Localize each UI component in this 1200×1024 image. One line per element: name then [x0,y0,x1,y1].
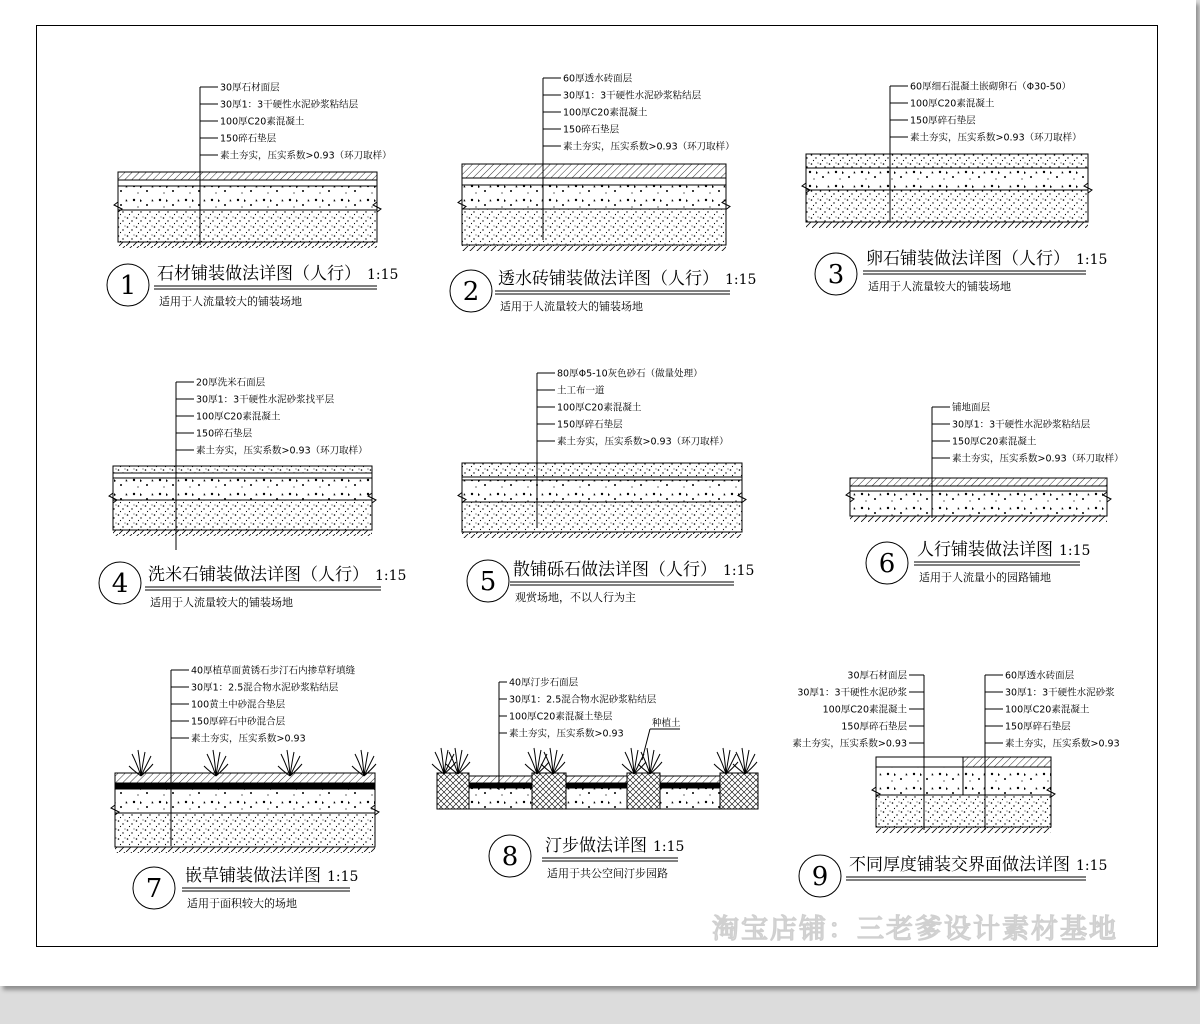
layer-label: 100厚C20素混凝土 [563,107,648,119]
gravel-layer [806,190,1088,222]
detail-number: 3 [827,260,845,290]
watermark-text: 淘宝店铺：三老爹设计素材基地 [712,914,1118,945]
layer-label: 30厚1：3干硬性水泥砂浆 [1005,687,1115,699]
gravel-layer [876,795,1051,827]
layer-label: 100厚C20素混凝土 [1005,704,1090,716]
detail-scale: 1:15 [327,869,359,885]
stepping-stone [469,776,532,783]
layer-label: 素土夯实，压实系数>0.93（环刀取样） [196,445,368,457]
layer-label: 素土夯实，压实系数>0.93（环刀取样） [952,453,1124,465]
layer-label: 100厚C20素混凝土垫层 [509,711,613,723]
layer-label: 30厚1：3干硬性水泥砂浆 [797,687,907,699]
grass-tuft-icon [622,748,646,774]
layer-label: 30厚石材面层 [220,82,280,94]
layer-label: 150碎石垫层 [563,124,620,136]
planting-soil-block [532,773,566,809]
mortar-layer [462,178,726,185]
permeable-brick-layer [462,164,726,178]
layer-label: 150厚碎石垫层 [557,419,623,431]
detail-scale: 1:15 [725,272,757,288]
grass-tuft-icon [278,750,302,776]
compacted-soil-hatch [462,245,726,251]
compacted-soil-hatch [118,242,377,248]
detail-scale: 1:15 [375,568,407,584]
grass-tuft-icon [541,748,565,774]
layer-label: 40厚汀步石面层 [509,677,579,689]
detail-subtitle: 观赏场地，不以人行为主 [515,591,636,604]
mortar-layer [113,473,372,478]
layer-label: 150厚碎石垫层 [910,115,976,127]
concrete-base [469,788,532,809]
layer-label: 80厚Φ5-10灰色砂石（做量处理） [557,368,703,380]
concrete-layer [806,168,1088,190]
detail-subtitle: 适用于人流量小的园路铺地 [919,571,1051,584]
planting-soil-block [720,773,758,809]
layer-label: 150厚碎石垫层 [841,721,907,733]
detail-title: 汀步做法详图 [545,836,647,856]
detail-number: 4 [111,569,129,599]
grass-tuft-icon [129,750,153,776]
pebble-layer [806,154,1088,168]
stepping-stone [660,776,720,783]
grass-tuft-icon [446,748,470,774]
layer-label: 土工布一道 [557,385,605,397]
layer-label: 150厚C20素混凝土 [952,436,1037,448]
layer-label: 30厚1：2.5混合物水泥砂浆粘结层 [509,694,657,706]
gravel-layer [118,210,377,242]
detail-subtitle: 适用于人流量较大的铺装场地 [150,596,293,609]
layer-label: 素土夯实，压实系数>0.93（环刀取样） [910,132,1082,144]
layer-label: 40厚植草面黄锈石步汀石内掺草籽填缝 [191,665,356,677]
detail-5 [458,368,754,605]
layer-label: 60厚透水砖面层 [1005,670,1075,682]
gravel-surface-layer [462,463,742,477]
stepping-stone-surface-layer [115,773,375,783]
layer-label: 30厚1：3干硬性水泥砂浆粘结层 [563,90,702,102]
concrete-base [566,788,627,809]
planting-soil-block [627,773,660,809]
detail-title: 卵石铺装做法详图（人行） [866,249,1070,269]
detail-scale: 1:15 [1059,543,1091,559]
sand-soil-layer [115,789,375,813]
detail-title: 透水砖铺装做法详图（人行） [498,269,719,289]
mortar-layer [850,486,1107,491]
detail-scale: 1:15 [367,267,399,283]
compacted-soil-hatch [462,532,742,538]
gravel-layer [462,209,726,245]
layer-label: 60厚细石混凝土嵌砌卵石（Φ30-50） [910,81,1072,93]
gravel-sand-layer [115,813,375,847]
layer-label: 素土夯实，压实系数>0.93（环刀取样） [557,436,729,448]
permeable-brick-layer [963,757,1051,767]
layer-label: 150厚碎石中砂混合层 [191,716,286,728]
detail-scale: 1:15 [653,839,685,855]
grass-tuft-icon [714,748,738,774]
detail-title: 石材铺装做法详图（人行） [157,264,361,284]
compacted-soil-hatch [850,516,1107,522]
detail-scale: 1:15 [1076,252,1108,268]
planting-soil-label: 种植土 [652,718,681,729]
layer-label: 30厚1：3干硬性水泥砂浆找平层 [196,394,335,406]
detail-number: 5 [479,567,497,597]
detail-7 [111,665,379,911]
layer-label: 素土夯实，压实系数>0.93（环刀取样） [563,141,735,153]
detail-number: 6 [878,549,896,579]
paving-surface-layer [850,478,1107,486]
detail-subtitle: 适用于共公空间汀步园路 [547,867,668,880]
layer-label: 100厚C20素混凝土 [220,116,305,128]
compacted-soil-hatch [806,222,1088,228]
layer-label: 100厚C20素混凝土 [557,402,642,414]
detail-subtitle: 适用于面积较大的场地 [187,897,297,910]
detail-4 [99,377,406,610]
detail-1 [107,82,398,309]
stepping-stone [566,776,627,783]
compacted-soil-hatch [115,847,375,853]
layer-label: 150厚碎石垫层 [1005,721,1071,733]
layer-label: 素土夯实，压实系数>0.93 [191,733,306,745]
layer-label: 素土夯实，压实系数>0.93（环刀取样） [220,150,392,162]
detail-title: 洗米石铺装做法详图（人行） [148,565,369,585]
detail-number: 2 [462,277,480,307]
layer-label: 100厚C20素混凝土 [910,98,995,110]
layer-label: 素土夯实，压实系数>0.93 [792,738,907,750]
concrete-base [660,788,720,809]
rice-stone-layer [113,466,372,473]
mortar-layer [469,783,532,788]
concrete-layer [113,478,372,500]
concrete-layer [118,186,377,210]
mortar-layer [566,783,627,788]
layer-label: 30厚1：2.5混合物水泥砂浆粘结层 [191,682,339,694]
detail-9 [792,670,1119,898]
layer-label: 铺地面层 [952,402,991,414]
detail-number: 9 [811,862,829,892]
layer-label: 100厚C20素混凝土 [822,704,907,716]
mortar-layer [118,180,377,186]
grass-tuft-icon [733,748,757,774]
detail-scale: 1:15 [1076,858,1108,874]
mortar-layer [115,783,375,789]
grass-tuft-icon [352,750,376,776]
layer-label: 150碎石垫层 [220,133,277,145]
layer-label: 素土夯实，压实系数>0.93 [1005,738,1120,750]
detail-scale: 1:15 [723,563,755,579]
mortar-layer [660,783,720,788]
detail-number: 7 [145,874,163,904]
surface-layer [118,172,377,180]
layer-label: 30厚1：3干硬性水泥砂浆粘结层 [220,99,359,111]
layer-label: 30厚石材面层 [847,670,907,682]
detail-number: 8 [501,842,519,872]
detail-6 [846,402,1124,585]
layer-label: 100黄土中砂混合垫层 [191,699,286,711]
detail-subtitle: 适用于人流量较大的铺装场地 [868,280,1011,293]
detail-title: 散铺砾石做法详图（人行） [513,560,717,580]
layer-label: 100厚C20素混凝土 [196,411,281,423]
leader-line [642,729,650,760]
detail-title: 不同厚度铺装交界面做法详图 [849,855,1070,875]
detail-title: 人行铺装做法详图 [917,540,1053,560]
layer-label: 150碎石垫层 [196,428,253,440]
layer-label: 20厚洗米石面层 [196,377,266,389]
gravel-layer [462,502,742,532]
detail-2 [450,73,756,314]
detail-title: 嵌草铺装做法详图 [185,866,321,886]
layer-label: 30厚1：3干硬性水泥砂浆粘结层 [952,419,1091,431]
detail-subtitle: 适用于人流量较大的铺装场地 [500,300,643,313]
compacted-soil-hatch [876,827,1051,833]
grass-tuft-icon [204,750,228,776]
grass-tuft-icon [525,748,549,774]
grass-tuft-icon [638,748,662,774]
concrete-layer [462,185,726,209]
detail-number: 1 [119,271,137,301]
compacted-soil-hatch [113,530,372,536]
concrete-layer [850,491,1107,516]
detail-8 [432,677,758,881]
detail-3 [802,81,1107,296]
layer-label: 素土夯实，压实系数>0.93 [509,728,624,740]
detail-subtitle: 适用于人流量较大的铺装场地 [159,295,302,308]
planting-soil-block [437,773,469,809]
gravel-layer [113,500,372,530]
concrete-layer [462,480,742,502]
layer-label: 60厚透水砖面层 [563,73,633,85]
